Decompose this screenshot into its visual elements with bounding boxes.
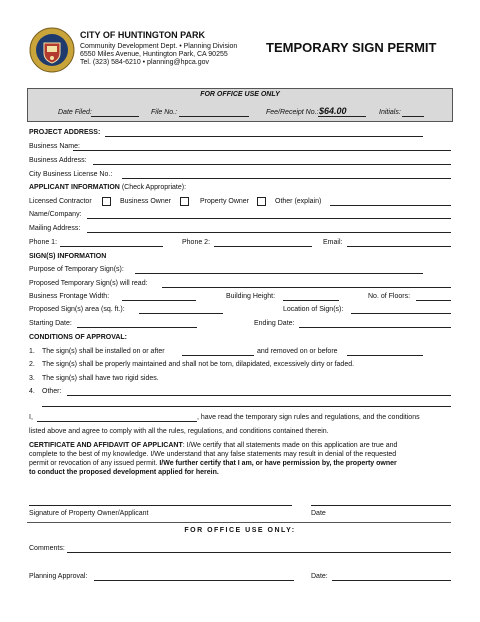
ack-i-label: I, bbox=[29, 414, 33, 421]
conditions-heading: CONDITIONS OF APPROVAL: bbox=[29, 334, 127, 341]
date-filed-field[interactable] bbox=[91, 116, 139, 117]
signature-date-label: Date bbox=[311, 510, 326, 517]
condition-4-number: 4. bbox=[29, 388, 35, 395]
mailing-address-field[interactable] bbox=[87, 232, 451, 233]
office-use-bottom-title: FOR OFFICE USE ONLY: bbox=[184, 527, 296, 534]
project-address-field[interactable] bbox=[105, 136, 423, 137]
signature-field[interactable] bbox=[29, 505, 292, 506]
condition-3-text: The sign(s) shall have two rigid sides. bbox=[42, 375, 159, 382]
phone1-label: Phone 1: bbox=[29, 239, 58, 246]
sign-info-heading: SIGN(S) INFORMATION bbox=[29, 253, 107, 260]
frontage-field[interactable] bbox=[122, 300, 196, 301]
contact-line: Tel. (323) 584-6210 • planning@hpca.gov bbox=[80, 59, 210, 66]
condition-1-number: 1. bbox=[29, 348, 35, 355]
purpose-label: Purpose of Temporary Sign(s): bbox=[29, 266, 124, 273]
affidavit-line-3 bbox=[29, 459, 397, 468]
location-label: Location of Sign(s): bbox=[283, 306, 344, 313]
purpose-field[interactable] bbox=[135, 273, 423, 274]
comments-field[interactable] bbox=[67, 552, 451, 553]
approval-date-field[interactable] bbox=[332, 580, 451, 581]
building-height-label: Building Height: bbox=[226, 293, 276, 300]
city-seal bbox=[29, 27, 75, 73]
condition-3-number: 3. bbox=[29, 375, 35, 382]
city-license-label: City Business License No.: bbox=[29, 171, 113, 178]
affidavit-line-2: complete to the best of my knowledge. I/We understand that any false statements may result in denial of the requested bbox=[29, 451, 397, 458]
affidavit-text-1: : I/We certify that all statements made on this application are true and bbox=[182, 442, 398, 449]
comments-label: Comments: bbox=[29, 545, 65, 552]
office-divider bbox=[27, 522, 451, 523]
install-date-field[interactable] bbox=[182, 355, 254, 356]
option-licensed-contractor-label: Licensed Contractor bbox=[29, 198, 92, 205]
affidavit-line-4: to conduct the proposed development applied for herein. bbox=[29, 469, 219, 476]
condition-4-label: Other: bbox=[42, 388, 62, 395]
affidavit-text-3b: I/We further certify that I am, or have permission by, the property owner bbox=[159, 460, 397, 467]
condition-other-field[interactable] bbox=[67, 395, 451, 396]
building-height-field[interactable] bbox=[283, 300, 339, 301]
floors-label: No. of Floors: bbox=[368, 293, 411, 300]
business-owner-checkbox[interactable] bbox=[180, 197, 189, 206]
approval-date-label: Date: bbox=[311, 573, 328, 580]
end-date-field[interactable] bbox=[299, 327, 451, 328]
condition-2-number: 2. bbox=[29, 361, 35, 368]
floors-field[interactable] bbox=[416, 300, 451, 301]
other-explain-field[interactable] bbox=[330, 205, 451, 206]
affidavit-text-3a: permit or revocation of any issued permit. bbox=[29, 460, 158, 467]
date-filed-label: Date Filed: bbox=[58, 109, 92, 116]
mailing-address-label: Mailing Address: bbox=[29, 225, 81, 232]
phone1-field[interactable] bbox=[60, 246, 163, 247]
city-license-field[interactable] bbox=[122, 178, 451, 179]
proposed-read-field[interactable] bbox=[162, 287, 451, 288]
option-business-owner-label: Business Owner bbox=[120, 198, 171, 205]
fee-label: Fee/Receipt No.: bbox=[266, 109, 319, 116]
name-company-field[interactable] bbox=[87, 218, 451, 219]
org-name: CITY OF HUNTINGTON PARK bbox=[80, 30, 206, 40]
business-address-field[interactable] bbox=[93, 164, 451, 165]
location-field[interactable] bbox=[351, 313, 451, 314]
applicant-name-field[interactable] bbox=[37, 421, 197, 422]
frontage-label: Business Frontage Width: bbox=[29, 293, 110, 300]
file-no-field[interactable] bbox=[179, 116, 249, 117]
phone2-field[interactable] bbox=[214, 246, 312, 247]
signature-label: Signature of Property Owner/Applicant bbox=[29, 510, 149, 517]
affidavit-line-1 bbox=[29, 441, 397, 450]
initials-label: Initials: bbox=[379, 109, 401, 116]
office-use-title: FOR OFFICE USE ONLY bbox=[200, 91, 280, 98]
phone2-label: Phone 2: bbox=[182, 239, 211, 246]
start-date-field[interactable] bbox=[77, 327, 197, 328]
file-no-label: File No.: bbox=[151, 109, 178, 116]
fee-value: $64.00 bbox=[319, 106, 347, 116]
property-owner-checkbox[interactable] bbox=[257, 197, 266, 206]
dept-line: Community Development Dept. • Planning Division bbox=[80, 43, 238, 50]
proposed-read-label: Proposed Temporary Sign(s) will read: bbox=[29, 280, 148, 287]
option-other-label: Other (explain) bbox=[275, 198, 322, 205]
form-title: TEMPORARY SIGN PERMIT bbox=[266, 40, 437, 55]
planning-approval-label: Planning Approval: bbox=[29, 573, 88, 580]
condition-1-text-a: The sign(s) shall be installed on or after bbox=[42, 348, 165, 355]
condition-2-text: The sign(s) shall be properly maintained and shall not be torn, dilapidated, excessively dirty or faded. bbox=[42, 361, 355, 368]
initials-field[interactable] bbox=[402, 116, 424, 117]
name-company-label: Name/Company: bbox=[29, 211, 82, 218]
applicant-heading-text: APPLICANT INFORMATION bbox=[29, 184, 120, 191]
removal-date-field[interactable] bbox=[347, 355, 423, 356]
condition-other-field-2[interactable] bbox=[42, 406, 451, 407]
business-name-field[interactable] bbox=[73, 150, 451, 151]
planning-approval-field[interactable] bbox=[94, 580, 294, 581]
option-property-owner-label: Property Owner bbox=[200, 198, 250, 205]
area-label: Proposed Sign(s) area (sq. ft.): bbox=[29, 306, 125, 313]
affidavit-heading: CERTIFICATE AND AFFIDAVIT OF APPLICANT bbox=[29, 442, 183, 449]
project-address-label: PROJECT ADDRESS: bbox=[29, 129, 101, 136]
applicant-heading bbox=[29, 183, 186, 192]
address-line: 6550 Miles Avenue, Huntington Park, CA 90255 bbox=[80, 51, 228, 58]
email-label: Email: bbox=[323, 239, 343, 246]
start-date-label: Starting Date: bbox=[29, 320, 72, 327]
fee-field[interactable] bbox=[318, 116, 366, 117]
condition-1-text-b: and removed on or before bbox=[257, 348, 338, 355]
applicant-heading-note: (Check Appropriate): bbox=[121, 184, 187, 191]
signature-date-field[interactable] bbox=[311, 505, 451, 506]
business-name-label: Business Name: bbox=[29, 143, 80, 150]
seal-icon bbox=[29, 27, 75, 73]
end-date-label: Ending Date: bbox=[254, 320, 295, 327]
email-field[interactable] bbox=[347, 246, 451, 247]
area-field[interactable] bbox=[139, 313, 223, 314]
ack-line-2: listed above and agree to comply with all the rules, regulations, and conditions contained therein. bbox=[29, 428, 329, 435]
licensed-contractor-checkbox[interactable] bbox=[102, 197, 111, 206]
business-address-label: Business Address: bbox=[29, 157, 87, 164]
ack-line-1: , have read the temporary sign rules and regulations, and the conditions bbox=[197, 414, 420, 421]
